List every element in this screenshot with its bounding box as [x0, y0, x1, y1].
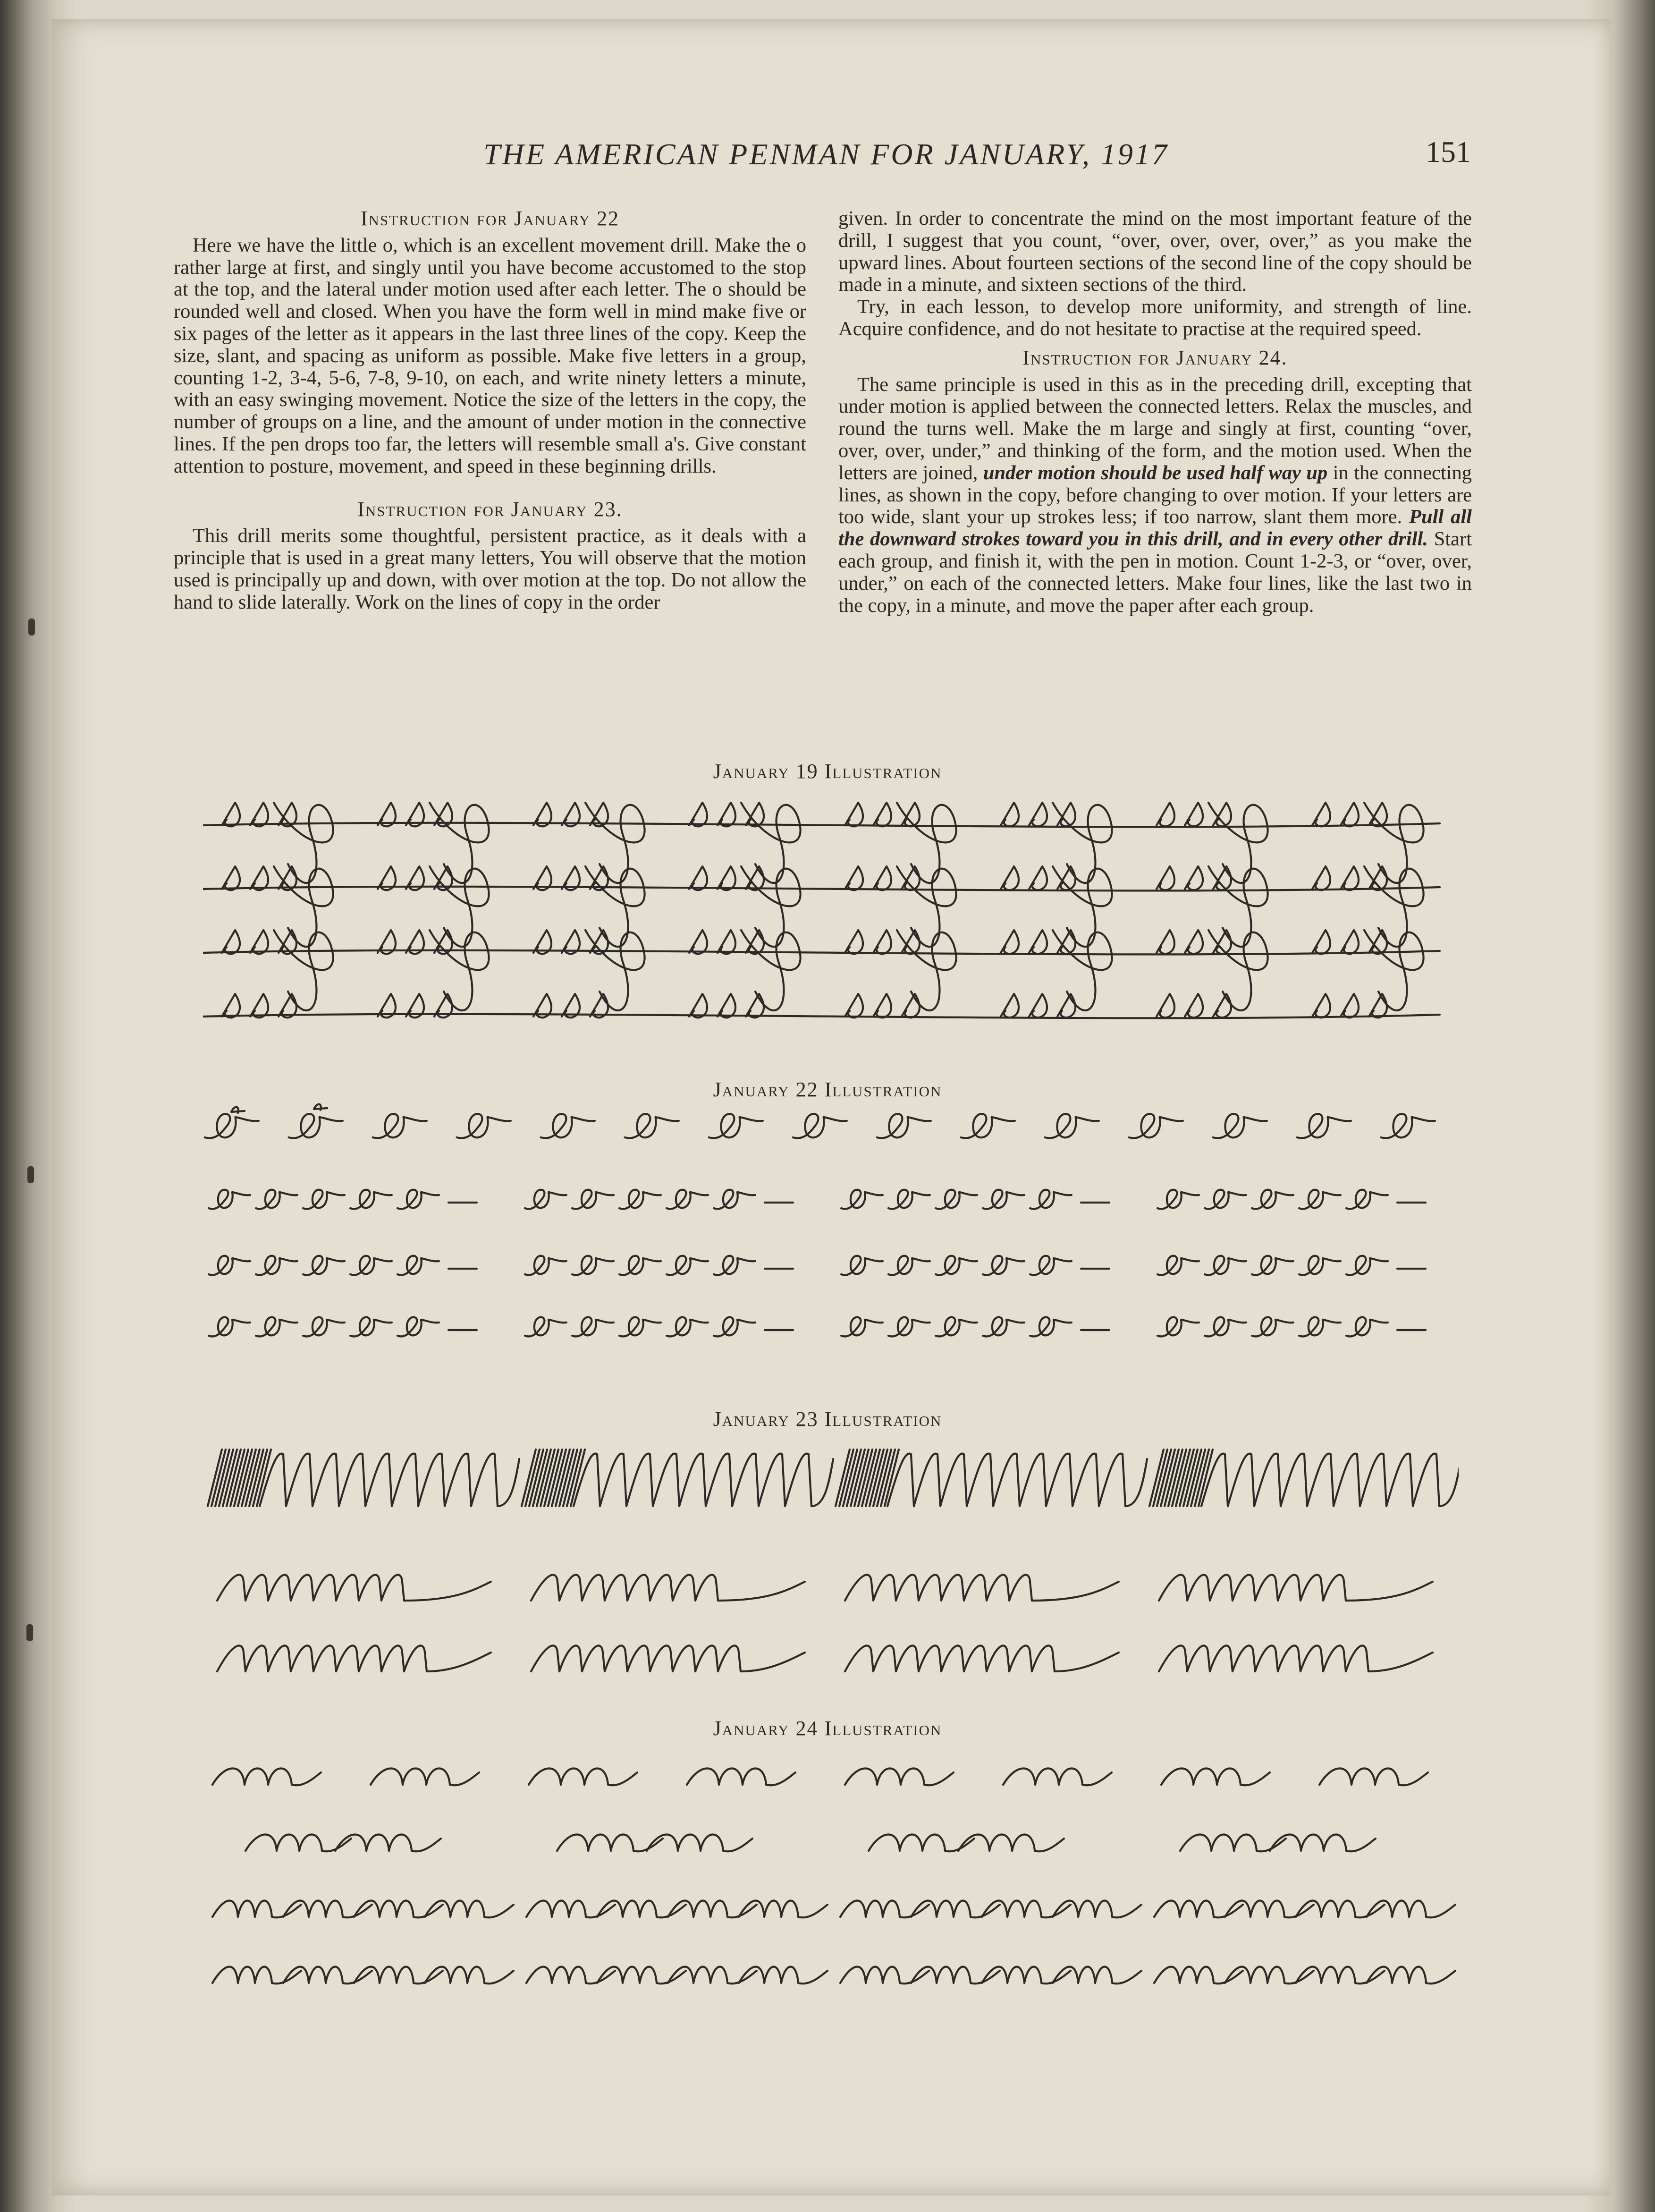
- letter-s: [250, 866, 268, 890]
- letter-s: [1157, 930, 1174, 954]
- compact-strokes: [215, 1449, 229, 1506]
- letter-s: [873, 930, 891, 954]
- letter-s: [222, 994, 240, 1017]
- left-column: [174, 208, 806, 614]
- letter-o: [619, 1256, 661, 1275]
- jan23-oval-drill: [203, 1445, 1459, 1690]
- compact-strokes: [1157, 1449, 1171, 1506]
- letter-o: [1157, 1190, 1199, 1209]
- connecting-loop: [1053, 930, 1112, 1010]
- jan24-text-c: Start each group, and finish it, with the pen in motion. Count 1-2-3, or “over, over, under,” on each of the connected letters. Make four lines, like the last two in the copy, in a minute, and move the paper after each group.: [838, 528, 1472, 617]
- letter-o: [936, 1317, 977, 1337]
- letter-m: [958, 1834, 1064, 1851]
- letter-o: [961, 1114, 1015, 1138]
- jan24-illustration: [203, 1752, 1459, 2007]
- compact-strokes: [858, 1449, 872, 1506]
- letter-s: [1341, 930, 1359, 954]
- letter-o: [1205, 1317, 1246, 1337]
- letter-s: [689, 994, 707, 1017]
- compact-strokes: [1168, 1449, 1182, 1506]
- compact-strokes: [862, 1449, 876, 1506]
- compact-strokes: [223, 1449, 237, 1506]
- letter-s: [222, 866, 240, 890]
- letter-o: [572, 1256, 614, 1275]
- letter-s: [250, 994, 268, 1017]
- letter-m: [529, 1768, 637, 1785]
- letter-o: [1030, 1256, 1072, 1275]
- letter-s: [873, 994, 891, 1017]
- letter-o: [983, 1256, 1024, 1275]
- letter-s: [718, 930, 735, 954]
- letter-s: [1213, 994, 1231, 1017]
- letter-o: [667, 1190, 708, 1209]
- compact-strokes: [1176, 1449, 1190, 1506]
- jan22-o-drill: [203, 1102, 1459, 1386]
- letter-o: [256, 1256, 297, 1275]
- letter-o: [888, 1317, 930, 1337]
- binding-hole-mark: [27, 1166, 34, 1183]
- letter-o-mark: [314, 1104, 327, 1110]
- page-number: 151: [1426, 135, 1471, 169]
- letter-s: [1157, 803, 1174, 826]
- letter-s: [1029, 866, 1047, 890]
- compact-strokes: [1172, 1449, 1186, 1506]
- letter-o: [209, 1256, 250, 1275]
- letter-o: [1205, 1256, 1246, 1275]
- letter-s: [1185, 803, 1203, 826]
- compact-oval-line: [1159, 1645, 1433, 1671]
- letter-m: [687, 1768, 795, 1785]
- compact-strokes: [870, 1449, 884, 1506]
- compact-oval-line: [531, 1645, 805, 1671]
- letter-o: [350, 1190, 392, 1209]
- letter-o: [619, 1190, 661, 1209]
- letter-o: [209, 1317, 250, 1337]
- letter-o: [1299, 1317, 1341, 1337]
- jan22-illustration-title: January 22 Illustration: [713, 1078, 942, 1101]
- compact-strokes: [1149, 1449, 1164, 1506]
- letter-s: [1185, 866, 1203, 890]
- letter-o: [714, 1256, 755, 1275]
- letter-o: [525, 1256, 566, 1275]
- letter-o: [841, 1190, 883, 1209]
- right-column: [838, 208, 1472, 617]
- heading-jan24: Instruction for January 24.: [1022, 346, 1288, 369]
- compact-strokes: [854, 1449, 869, 1506]
- compact-strokes: [1180, 1449, 1194, 1506]
- letter-o: [1346, 1256, 1388, 1275]
- letter-s: [1312, 803, 1330, 826]
- letter-o: [877, 1114, 931, 1138]
- letter-m: [212, 1768, 321, 1785]
- jan24-m-drill: [203, 1752, 1459, 2007]
- letter-o: [572, 1317, 614, 1337]
- letter-o: [397, 1256, 439, 1275]
- compact-strokes: [234, 1449, 248, 1506]
- letter-m: [1270, 1834, 1376, 1851]
- letter-o: [1252, 1256, 1293, 1275]
- letter-o: [1030, 1317, 1072, 1337]
- connecting-loop: [430, 930, 489, 1010]
- letter-s: [689, 803, 707, 826]
- jan19-s-drill: [203, 788, 1459, 1058]
- compact-oval-line: [531, 1575, 805, 1601]
- compact-strokes: [847, 1449, 861, 1506]
- compact-strokes: [242, 1449, 256, 1506]
- letter-m: [335, 1834, 441, 1851]
- jan24-illustration-title: January 24 Illustration: [713, 1717, 942, 1740]
- letter-s: [689, 866, 707, 890]
- letter-o: [289, 1114, 343, 1138]
- letter-s: [718, 994, 735, 1017]
- compact-strokes: [836, 1449, 850, 1506]
- letter-o: [1157, 1317, 1199, 1337]
- compact-strokes: [567, 1449, 581, 1506]
- letter-o: [714, 1190, 755, 1209]
- jan23-illustration-title: January 23 Illustration: [713, 1407, 942, 1431]
- compact-strokes: [533, 1449, 547, 1506]
- letter-o: [1299, 1256, 1341, 1275]
- compact-strokes: [559, 1449, 574, 1506]
- letter-o: [1346, 1190, 1388, 1209]
- compact-strokes: [1165, 1449, 1179, 1506]
- compact-oval-line: [217, 1645, 491, 1671]
- letter-m: [1003, 1768, 1112, 1785]
- letter-s: [718, 803, 735, 826]
- oval-drill: [574, 1454, 833, 1506]
- letter-o: [256, 1190, 297, 1209]
- letter-s: [1029, 803, 1047, 826]
- oval-drill: [260, 1454, 519, 1506]
- heading-jan23: Instruction for January 23.: [357, 497, 623, 521]
- letter-s: [1312, 994, 1330, 1017]
- binding-hole-mark: [26, 1624, 33, 1641]
- letter-s: [1312, 866, 1330, 890]
- oval-drill: [887, 1454, 1147, 1506]
- letter-o: [1129, 1114, 1183, 1138]
- letter-o: [1030, 1190, 1072, 1209]
- letter-o: [936, 1256, 977, 1275]
- letter-o: [1045, 1114, 1099, 1138]
- letter-o: [256, 1317, 297, 1337]
- letter-o: [983, 1317, 1024, 1337]
- letter-s: [873, 866, 891, 890]
- letter-o: [619, 1317, 661, 1337]
- compact-strokes: [556, 1449, 570, 1506]
- jan22-illustration: [203, 1102, 1459, 1386]
- compact-strokes: [881, 1449, 895, 1506]
- compact-strokes: [873, 1449, 887, 1506]
- letter-s: [1157, 994, 1174, 1017]
- letter-o: [888, 1190, 930, 1209]
- compact-strokes: [1187, 1449, 1201, 1506]
- letter-s: [1029, 994, 1047, 1017]
- heading-jan22: Instruction for January 22: [360, 207, 620, 230]
- compact-strokes: [1153, 1449, 1167, 1506]
- letter-o: [525, 1317, 566, 1337]
- letter-o: [841, 1256, 883, 1275]
- letter-s: [746, 994, 764, 1017]
- binding-hole-mark: [28, 619, 35, 636]
- compact-strokes: [1161, 1449, 1175, 1506]
- letter-o: [397, 1317, 439, 1337]
- letter-o: [667, 1317, 708, 1337]
- jan23-illustration: [203, 1445, 1459, 1690]
- connecting-loop: [1364, 930, 1424, 1010]
- compact-strokes: [548, 1449, 562, 1506]
- compact-strokes: [839, 1449, 853, 1506]
- letter-s: [1029, 930, 1047, 954]
- letter-o: [373, 1114, 427, 1138]
- letter-s: [845, 930, 863, 954]
- letter-s: [1057, 994, 1075, 1017]
- letter-o-mark: [231, 1107, 245, 1113]
- letter-s: [845, 803, 863, 826]
- letter-s: [1341, 866, 1359, 890]
- letter-o: [350, 1317, 392, 1337]
- jan19-illustration-title: January 19 Illustration: [713, 760, 942, 783]
- compact-strokes: [552, 1449, 566, 1506]
- jan24-text-a: The same principle is used in this as in the preceding drill, excepting that under motion is applied between the connected letters. Relax the muscles, and round the turns well. Make the m large and singly at first, counting “over, over, over, under,” and thinking of the form, and the motion used. When the letters are joined,: [838, 373, 1472, 484]
- compact-strokes: [843, 1449, 857, 1506]
- letter-o: [709, 1114, 763, 1138]
- compact-strokes: [253, 1449, 267, 1506]
- letter-o: [936, 1190, 977, 1209]
- letter-o: [1157, 1256, 1199, 1275]
- letter-o: [667, 1256, 708, 1275]
- letter-o: [1297, 1114, 1351, 1138]
- letter-s: [250, 803, 268, 826]
- letter-o: [397, 1190, 439, 1209]
- letter-m: [647, 1834, 752, 1851]
- letter-o: [541, 1114, 595, 1138]
- letter-s: [845, 994, 863, 1017]
- letter-o: [625, 1114, 679, 1138]
- compact-strokes: [522, 1449, 536, 1506]
- letter-s: [873, 803, 891, 826]
- letter-s: [1001, 803, 1019, 826]
- letter-s: [1185, 930, 1203, 954]
- connecting-loop: [274, 930, 333, 1010]
- letter-s: [1157, 866, 1174, 890]
- paragraph-jan23: This drill merits some thoughtful, persistent practice, as it deals with a principle that is used in a great many letters, You will observe that the motion used is principally up and down, with over motion at the top. Do not allow the hand to slide laterally. Work on the lines of copy in the order: [174, 525, 806, 613]
- jan19-illustration: [203, 788, 1459, 1058]
- letter-s: [689, 930, 707, 954]
- letter-s: [1341, 803, 1359, 826]
- compact-strokes: [537, 1449, 551, 1506]
- paragraph-jan23-cont: given. In order to concentrate the mind on the most important feature of the drill, I suggest that you count, “over, over, over, over,” as you make the upward lines. About fourteen sections of the second line of the copy should be made in a minute, and sixteen sections of the third.: [838, 207, 1472, 296]
- letter-s: [250, 930, 268, 954]
- letter-s: [845, 866, 863, 890]
- letter-o: [209, 1190, 250, 1209]
- letter-s: [1001, 930, 1019, 954]
- letter-o: [841, 1317, 883, 1337]
- letter-m: [845, 1768, 954, 1785]
- letter-m: [1319, 1768, 1428, 1785]
- running-title: THE AMERICAN PENMAN FOR JANUARY, 1917: [483, 137, 1169, 171]
- compact-strokes: [245, 1449, 260, 1506]
- letter-o: [205, 1114, 259, 1138]
- letter-o: [350, 1256, 392, 1275]
- letter-o: [525, 1190, 566, 1209]
- connecting-loop: [1208, 930, 1268, 1010]
- compact-strokes: [211, 1449, 226, 1506]
- compact-strokes: [544, 1449, 558, 1506]
- compact-strokes: [1195, 1449, 1209, 1506]
- letter-s: [1001, 994, 1019, 1017]
- letter-s: [1341, 994, 1359, 1017]
- connecting-loop: [585, 930, 645, 1010]
- jan24-text-b: in the connecting lines, as shown in the copy, before changing to over motion. If your letters are too wide, slant your up strokes less; if too narrow, slant them more.: [838, 461, 1472, 528]
- compact-strokes: [230, 1449, 245, 1506]
- connecting-loop: [741, 930, 801, 1010]
- connecting-loop: [897, 930, 956, 1010]
- compact-oval-line: [217, 1575, 491, 1601]
- oval-drill: [1201, 1454, 1459, 1506]
- compact-oval-line: [1159, 1575, 1433, 1601]
- compact-oval-line: [845, 1645, 1119, 1671]
- compact-strokes: [540, 1449, 555, 1506]
- letter-s: [222, 930, 240, 954]
- compact-strokes: [1183, 1449, 1198, 1506]
- letter-o: [1252, 1317, 1293, 1337]
- letter-s: [222, 803, 240, 826]
- letter-o: [983, 1190, 1024, 1209]
- letter-s: [1312, 930, 1330, 954]
- letter-o: [793, 1114, 847, 1138]
- jan24-emphasis-2: Pull all the downward strokes toward you in this drill, and in every other drill.: [838, 506, 1472, 551]
- letter-o: [1205, 1190, 1246, 1209]
- paragraph-jan22: Here we have the little o, which is an excellent movement drill. Make the o rather large at first, and singly until you have become accustomed to the stop at the top, and the lateral under motion used after each letter. The o should be rounded well and closed. When you have the form well in mind make five or six pages of the letter as it appears in the last three lines of the copy. Keep the size, slant, and spacing as uniform as possible. Make five letters in a group, counting 1-2, 3-4, 5-6, 7-8, 9-10, on each, and write ninety letters a minute, with an easy swinging movement. Notice the size of the letters in the copy, the number of groups on a line, and the amount of under motion in the connective lines. If the pen drops too far, the letters will resemble small a's. Give constant attention to posture, movement, and speed in these beginning drills.: [174, 234, 806, 477]
- letter-o: [572, 1190, 614, 1209]
- letter-s: [1185, 994, 1203, 1017]
- letter-s: [902, 994, 920, 1017]
- compact-strokes: [219, 1449, 233, 1506]
- compact-strokes: [238, 1449, 252, 1506]
- letter-o: [303, 1256, 345, 1275]
- letter-o: [1381, 1114, 1435, 1138]
- letter-m: [1161, 1768, 1270, 1785]
- compact-strokes: [227, 1449, 241, 1506]
- letter-o: [457, 1114, 511, 1138]
- letter-o: [1299, 1190, 1341, 1209]
- letter-o: [1213, 1114, 1267, 1138]
- letter-s: [1369, 994, 1387, 1017]
- letter-o: [888, 1256, 930, 1275]
- letter-o: [714, 1317, 755, 1337]
- letter-m: [371, 1768, 479, 1785]
- paragraph-jan23-practice: Try, in each lesson, to develop more uniformity, and strength of line. Acquire confidence, and do not hesitate to practise at the required speed.: [838, 296, 1472, 340]
- letter-s: [718, 866, 735, 890]
- letter-o: [1252, 1190, 1293, 1209]
- compact-oval-line: [845, 1575, 1119, 1601]
- compact-strokes: [525, 1449, 540, 1506]
- compact-strokes: [208, 1449, 222, 1506]
- paragraph-jan24: [838, 374, 1472, 617]
- letter-o: [303, 1317, 345, 1337]
- compact-strokes: [529, 1449, 543, 1506]
- letter-s: [1001, 866, 1019, 890]
- compact-strokes: [866, 1449, 880, 1506]
- compact-strokes: [851, 1449, 865, 1506]
- letter-o: [303, 1190, 345, 1209]
- letter-o: [1346, 1317, 1388, 1337]
- jan24-emphasis-1: under motion should be used half way up: [983, 461, 1328, 484]
